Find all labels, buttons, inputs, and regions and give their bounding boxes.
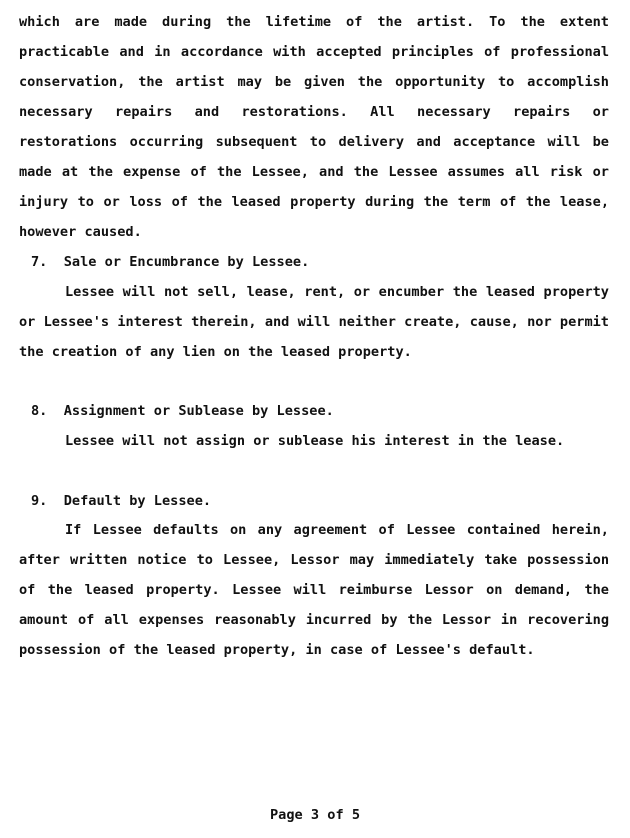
section-body-9: If Lessee defaults on any agreement of Lessee contained herein, after written notice to Lessee, Lessor may immediately take possession of the leased property. Lessee will reimburse Lessor on demand, the amount of all expenses reasonably incurred by the Lessor in recovering possession of the leased property, in case of Lessee's default. bbox=[19, 522, 609, 658]
section-heading-9 bbox=[31, 486, 211, 516]
section-number: 9. bbox=[31, 493, 48, 509]
section-body-7: Lessee will not sell, lease, rent, or encumber the leased property or Lessee's interest therein, and will neither create, cause, nor permit the creation of any lien on the leased property. bbox=[19, 284, 609, 360]
section-title: Sale or Encumbrance by Lessee. bbox=[63, 254, 310, 270]
section-heading-7 bbox=[31, 247, 309, 277]
section-number: 7. bbox=[31, 254, 48, 270]
section-body-8: Lessee will not assign or sublease his interest in the lease. bbox=[65, 433, 565, 449]
continuation-paragraph: which are made during the lifetime of the artist. To the extent practicable and in accordance with accepted principles of professional conservation, the artist may be given the opportunity to accomplish necessary repairs and restorations. All necessary repairs or restorations occurring subsequent to delivery and acceptance will be made at the expense of the Lessee, and the Lessee assumes all risk or injury to or loss of the leased property during the term of the lease, however caused. bbox=[19, 14, 609, 240]
section-title: Default by Lessee. bbox=[63, 493, 212, 509]
section-heading-8 bbox=[31, 396, 334, 426]
section-number: 8. bbox=[31, 403, 48, 419]
page-number: Page 3 of 5 bbox=[269, 807, 361, 823]
section-title: Assignment or Sublease by Lessee. bbox=[63, 403, 334, 419]
